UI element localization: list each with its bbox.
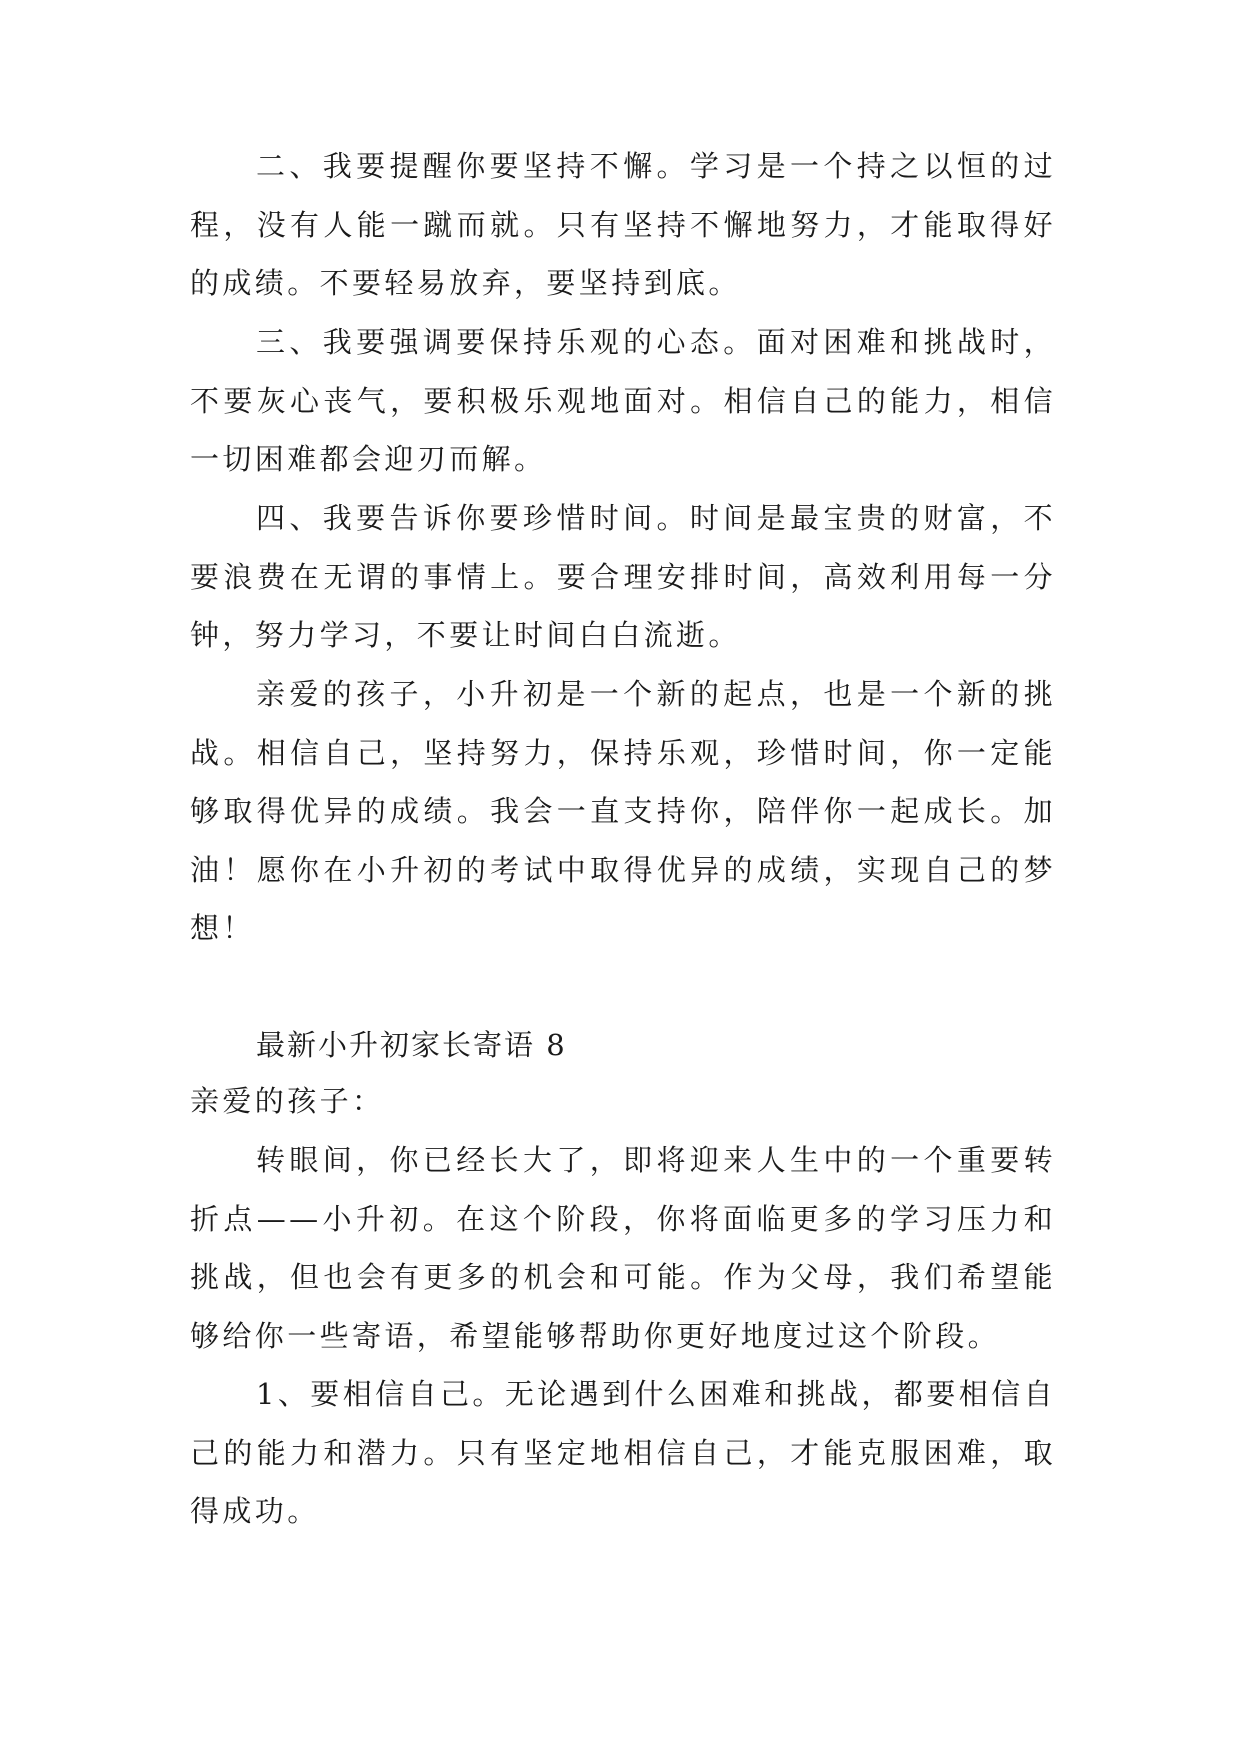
section-heading: 最新小升初家长寄语 8 xyxy=(256,1028,567,1062)
paragraph-closing: 亲爱的孩子，小升初是一个新的起点，也是一个新的挑战。相信自己，坚持努力，保持乐观，珍惜时间，你一定能够取得优异的成绩。我会一直支持你，陪伴你一起成长。加油！愿你在小升初的考试中取得优异的成绩，实现自己的梦想！ xyxy=(190,677,1056,945)
paragraph-believe-yourself: 1、要相信自己。无论遇到什么困难和挑战，都要相信自己的能力和潜力。只有坚定地相信自己，才能克服困难，取得成功。 xyxy=(190,1377,1056,1528)
paragraph-optimism: 三、我要强调要保持乐观的心态。面对困难和挑战时，不要灰心丧气，要积极乐观地面对。相信自己的能力，相信一切困难都会迎刃而解。 xyxy=(190,325,1056,476)
paragraph-intro: 转眼间，你已经长大了，即将迎来人生中的一个重要转折点——小升初。在这个阶段，你将面临更多的学习压力和挑战，但也会有更多的机会和可能。作为父母，我们希望能够给你一些寄语，希望能够帮助你更好地度过这个阶段。 xyxy=(190,1143,1056,1353)
paragraph-time: 四、我要告诉你要珍惜时间。时间是最宝贵的财富，不要浪费在无谓的事情上。要合理安排时间，高效利用每一分钟，努力学习，不要让时间白白流逝。 xyxy=(190,501,1056,652)
salutation: 亲爱的孩子： xyxy=(190,1084,385,1118)
paragraph-persistence: 二、我要提醒你要坚持不懈。学习是一个持之以恒的过程，没有人能一蹴而就。只有坚持不懈地努力，才能取得好的成绩。不要轻易放弃，要坚持到底。 xyxy=(190,149,1056,300)
